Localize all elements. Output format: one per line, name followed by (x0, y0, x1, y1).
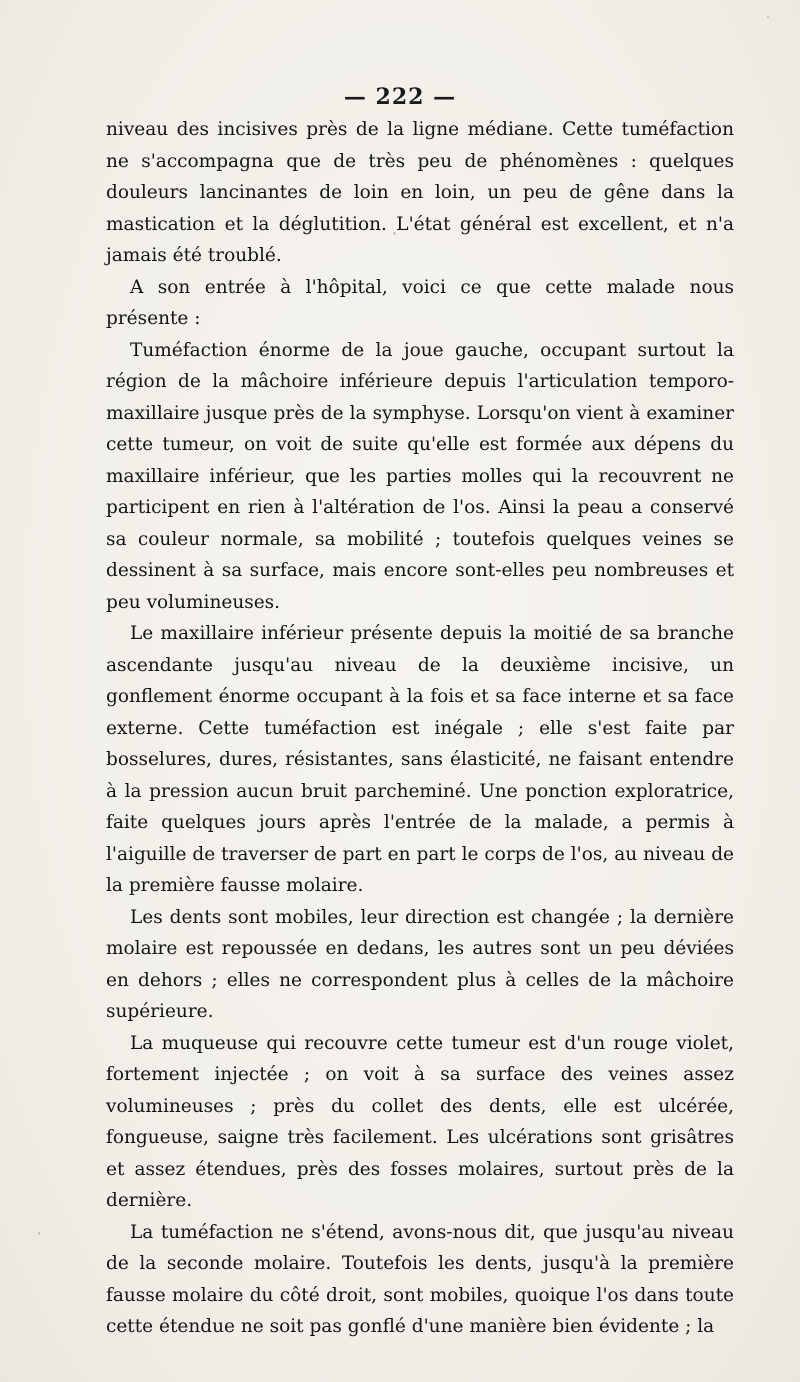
paragraph-4: Le maxillaire inférieur présente depuis la moitié de sa branche ascendante jusqu'au niveau de la deuxième incisive, un gonflement énorme occupant à la fois et sa face interne et sa face externe. Cette tuméfaction est inégale ; elle s'est faite par bosselures, dures, résistantes, sans élasticité, ne faisant entendre à la pression aucun bruit parcheminé. Une ponction exploratrice, faite quelques jours après l'entrée de la malade, a permis à l'aiguille de traverser de part en part le corps de l'os, au niveau de la première fausse molaire. (106, 623, 734, 896)
paper-speck (38, 1232, 40, 1235)
page-number: — 222 — (343, 84, 457, 110)
paragraph-6: La muqueuse qui recouvre cette tumeur est d'un rouge violet, fortement injectée ; on voit à sa surface des veines assez volumineuses ; près du collet des dents, elle est ulcérée, fongueuse, saigne très facilement. Les ulcérations sont grisâtres et assez étendues, près des fosses molaires, surtout près de la dernière. (106, 1032, 734, 1211)
paragraph-2: A son entrée à l'hôpital, voici ce que cette malade nous présente : (106, 276, 734, 329)
paragraph-3: Tuméfaction énorme de la joue gauche, occupant surtout la région de la mâchoire inférieure depuis l'articulation temporo-maxillaire jusque près de la symphyse. Lorsqu'on vient à examiner cette tumeur, on voit de suite qu'elle est formée aux dépens du maxillaire inférieur, que les parties molles qui la recouvrent ne participent en rien à l'altération de l'os. Ainsi la peau a conservé sa couleur normale, sa mobilité ; toutefois quelques veines se dessinent à sa surface, mais encore sont-elles peu nombreuses et peu volumineuses. (106, 339, 734, 613)
paragraph-7: La tuméfaction ne s'étend, avons-nous dit, que jusqu'au niveau de la seconde molaire. Toutefois les dents, jusqu'à la première fausse molaire du côté droit, sont mobiles, quoique l'os dans toute cette étendue ne soit pas gonflé d'une manière bien évidente ; la (106, 1221, 734, 1337)
body-text (106, 114, 734, 1343)
paragraph-1: niveau des incisives près de la ligne médiane. Cette tuméfaction ne s'accompagna que de très peu de phénomènes : quelques douleurs lancinantes de loin en loin, un peu de gêne dans la mastication et la déglutition. L'état général est excellent, et n'a jamais été troublé. (106, 119, 734, 266)
paragraph-5: Les dents sont mobiles, leur direction est changée ; la dernière molaire est repoussée en dedans, les autres sont un peu déviées en dehors ; elles ne correspondent plus à celles de la mâchoire supérieure. (106, 906, 734, 1022)
paper-speck (767, 16, 769, 18)
